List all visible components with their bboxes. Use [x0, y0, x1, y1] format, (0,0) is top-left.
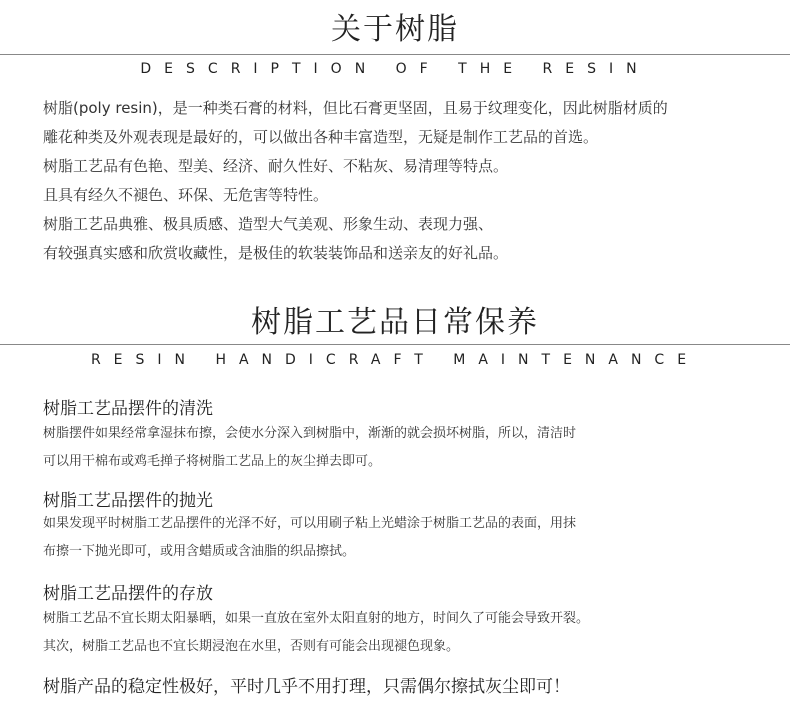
section-title-maintenance: 树脂工艺品日常保养: [251, 305, 539, 340]
description-line: 树脂工艺品有色艳、型美、经济、耐久性好、不粘灰、易清理等特点。: [43, 157, 509, 175]
care-heading-storage: 树脂工艺品摆件的存放: [43, 584, 213, 604]
description-line: 且具有经久不褪色、环保、无危害等特性。: [43, 186, 329, 204]
section-title-about-resin: 关于树脂: [331, 12, 459, 47]
description-line: 树脂工艺品典雅、极具质感、造型大气美观、形象生动、表现力强、: [43, 215, 494, 233]
care-line: 树脂工艺品不宜长期太阳暴晒，如果一直放在室外太阳直射的地方，时间久了可能会导致开裂。: [43, 611, 590, 626]
care-line: 可以用干棉布或鸡毛掸子将树脂工艺品上的灰尘掸去即可。: [43, 454, 382, 469]
divider: [0, 54, 790, 55]
divider: [0, 344, 790, 345]
care-line: 如果发现平时树脂工艺品摆件的光泽不好，可以用刷子粘上光蜡涂于树脂工艺品的表面，用抹: [43, 516, 577, 531]
care-text-storage: [43, 605, 589, 661]
care-line: 其次，树脂工艺品也不宜长期浸泡在水里，否则有可能会出现褪色现象。: [43, 639, 460, 654]
care-text-cleaning: [43, 420, 576, 476]
description-line: 雕花种类及外观表现是最好的，可以做出各种丰富造型，无疑是制作工艺品的首选。: [43, 128, 599, 146]
care-heading-polishing: 树脂工艺品摆件的抛光: [43, 491, 213, 511]
care-text-polishing: [43, 510, 576, 566]
care-line: 树脂摆件如果经常拿湿抹布擦，会使水分深入到树脂中，渐渐的就会损坏树脂，所以，清洁时: [43, 426, 577, 441]
care-line: 布擦一下抛光即可，或用含蜡质或含油脂的织品擦拭。: [43, 544, 356, 559]
closing-note: 树脂产品的稳定性极好，平时几乎不用打理，只需偶尔擦拭灰尘即可！: [43, 677, 570, 697]
description-line: 有较强真实感和欣赏收藏性，是极佳的软装装饰品和送亲友的好礼品。: [43, 244, 509, 262]
section-subtitle: DESCRIPTION OF THE RESIN: [140, 61, 650, 77]
description-paragraph: [43, 94, 668, 268]
description-line: 树脂(poly resin)，是一种类石膏的材料，但比石膏更坚固，且易于纹理变化，因此树脂材质的: [43, 99, 668, 117]
section-subtitle: RESIN HANDICRAFT MAINTENANCE: [90, 352, 700, 368]
care-heading-cleaning: 树脂工艺品摆件的清洗: [43, 399, 213, 419]
